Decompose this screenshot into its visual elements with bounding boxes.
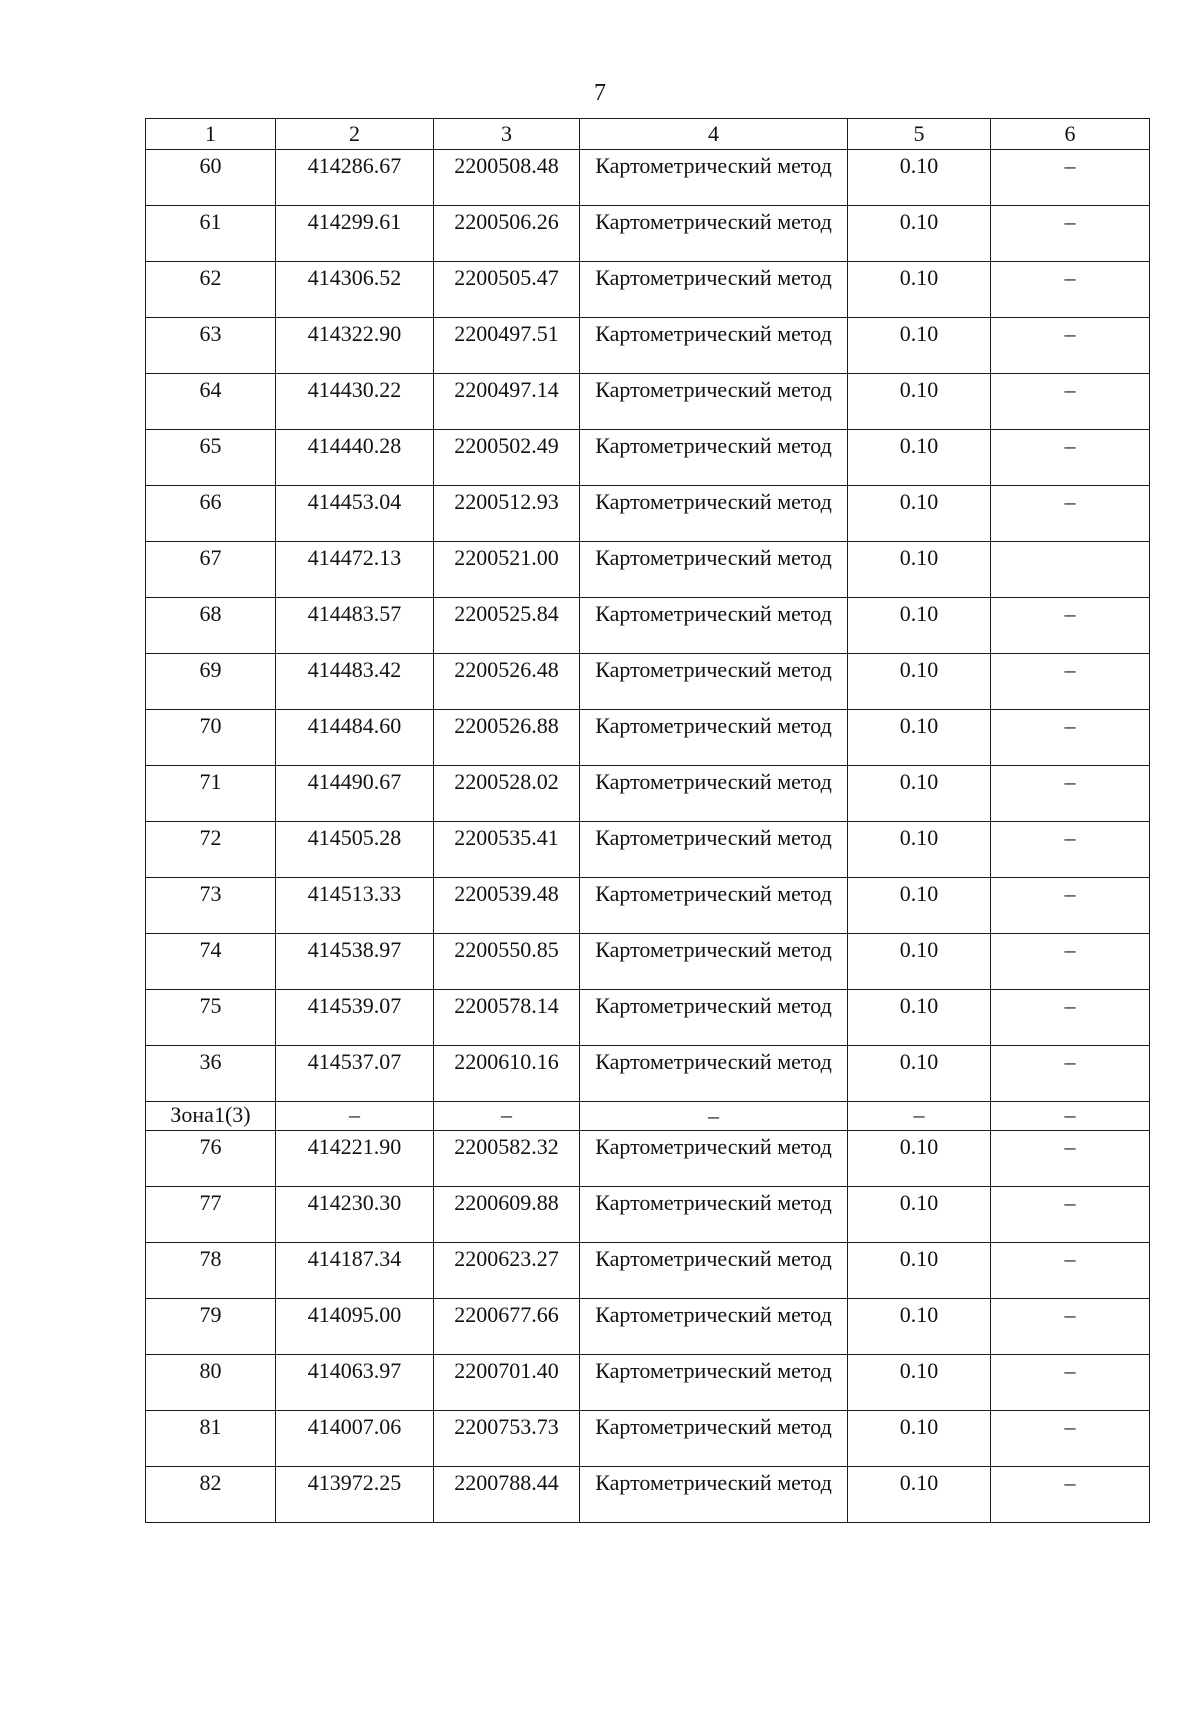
x-coordinate-cell: 414483.42	[276, 654, 434, 710]
method-cell	[580, 878, 848, 934]
y-coordinate-cell: 2200528.02	[434, 766, 580, 822]
accuracy-cell: 0.10	[848, 1187, 991, 1243]
table-row	[146, 318, 1150, 374]
note-cell: –	[991, 262, 1150, 318]
y-coordinate-cell: 2200539.48	[434, 878, 580, 934]
method-cell	[580, 262, 848, 318]
point-number-cell: 60	[146, 150, 276, 206]
x-coordinate-cell: 414538.97	[276, 934, 434, 990]
method-text: Картометрический метод	[595, 1358, 832, 1383]
x-coordinate-cell: 414063.97	[276, 1355, 434, 1411]
table-row	[146, 542, 1150, 598]
y-coordinate-cell: 2200497.51	[434, 318, 580, 374]
accuracy-cell: 0.10	[848, 318, 991, 374]
column-header: 5	[848, 119, 991, 150]
method-cell	[580, 654, 848, 710]
table-row	[146, 262, 1150, 318]
accuracy-cell: 0.10	[848, 206, 991, 262]
point-number-cell: 66	[146, 486, 276, 542]
method-cell	[580, 598, 848, 654]
method-cell	[580, 150, 848, 206]
point-number-cell: Зона1(3)	[146, 1102, 276, 1131]
accuracy-cell: 0.10	[848, 654, 991, 710]
table-row	[146, 1411, 1150, 1467]
coordinates-table-container	[145, 118, 1149, 1523]
note-cell: –	[991, 430, 1150, 486]
x-coordinate-cell: 414513.33	[276, 878, 434, 934]
note-cell: –	[991, 990, 1150, 1046]
table-row	[146, 1243, 1150, 1299]
table-row	[146, 710, 1150, 766]
note-cell: –	[991, 1243, 1150, 1299]
method-text: Картометрический метод	[595, 433, 832, 458]
point-number-cell: 78	[146, 1243, 276, 1299]
method-cell	[580, 318, 848, 374]
point-number-cell: 77	[146, 1187, 276, 1243]
y-coordinate-cell: 2200525.84	[434, 598, 580, 654]
table-row	[146, 374, 1150, 430]
note-cell: –	[991, 1467, 1150, 1523]
x-coordinate-cell: 414539.07	[276, 990, 434, 1046]
method-text: Картометрический метод	[595, 713, 832, 738]
x-coordinate-cell: 414299.61	[276, 206, 434, 262]
zone-row	[146, 1102, 1150, 1131]
method-cell	[580, 822, 848, 878]
x-coordinate-cell: 414286.67	[276, 150, 434, 206]
x-coordinate-cell: 414221.90	[276, 1131, 434, 1187]
y-coordinate-cell: 2200753.73	[434, 1411, 580, 1467]
y-coordinate-cell: 2200610.16	[434, 1046, 580, 1102]
y-coordinate-cell: 2200505.47	[434, 262, 580, 318]
table-row	[146, 150, 1150, 206]
note-cell	[991, 542, 1150, 598]
note-cell: –	[991, 878, 1150, 934]
x-coordinate-cell: 414007.06	[276, 1411, 434, 1467]
point-number-cell: 73	[146, 878, 276, 934]
method-cell	[580, 710, 848, 766]
y-coordinate-cell: 2200497.14	[434, 374, 580, 430]
point-number-cell: 65	[146, 430, 276, 486]
point-number-cell: 61	[146, 206, 276, 262]
column-header: 1	[146, 119, 276, 150]
table-row	[146, 1046, 1150, 1102]
method-cell	[580, 1467, 848, 1523]
method-text: Картометрический метод	[595, 1414, 832, 1439]
note-cell: –	[991, 318, 1150, 374]
method-text: Картометрический метод	[595, 825, 832, 850]
method-cell	[580, 374, 848, 430]
y-coordinate-cell: 2200512.93	[434, 486, 580, 542]
point-number-cell: 82	[146, 1467, 276, 1523]
method-text: Картометрический метод	[595, 321, 832, 346]
x-coordinate-cell: 414472.13	[276, 542, 434, 598]
method-text: Картометрический метод	[595, 1190, 832, 1215]
coordinates-table	[145, 118, 1150, 1523]
accuracy-cell: 0.10	[848, 878, 991, 934]
note-cell: –	[991, 934, 1150, 990]
method-text: Картометрический метод	[595, 209, 832, 234]
method-cell	[580, 1102, 848, 1131]
y-coordinate-cell: 2200506.26	[434, 206, 580, 262]
table-row	[146, 654, 1150, 710]
x-coordinate-cell: 414187.34	[276, 1243, 434, 1299]
note-cell: –	[991, 1046, 1150, 1102]
x-coordinate-cell: 414537.07	[276, 1046, 434, 1102]
accuracy-cell: 0.10	[848, 934, 991, 990]
table-row	[146, 1131, 1150, 1187]
y-coordinate-cell: 2200701.40	[434, 1355, 580, 1411]
method-cell	[580, 1411, 848, 1467]
y-coordinate-cell: 2200623.27	[434, 1243, 580, 1299]
method-cell	[580, 430, 848, 486]
accuracy-cell: 0.10	[848, 150, 991, 206]
point-number-cell: 69	[146, 654, 276, 710]
method-text: Картометрический метод	[595, 1049, 832, 1074]
note-cell: –	[991, 150, 1150, 206]
accuracy-cell: –	[848, 1102, 991, 1131]
column-header: 2	[276, 119, 434, 150]
y-coordinate-cell: 2200550.85	[434, 934, 580, 990]
note-cell: –	[991, 1355, 1150, 1411]
y-coordinate-cell: 2200526.48	[434, 654, 580, 710]
column-header: 4	[580, 119, 848, 150]
accuracy-cell: 0.10	[848, 1046, 991, 1102]
table-row	[146, 1187, 1150, 1243]
note-cell: –	[991, 710, 1150, 766]
x-coordinate-cell: 414505.28	[276, 822, 434, 878]
x-coordinate-cell: 414490.67	[276, 766, 434, 822]
method-text: Картометрический метод	[595, 489, 832, 514]
method-text: Картометрический метод	[595, 153, 832, 178]
method-text: Картометрический метод	[595, 657, 832, 682]
method-cell	[580, 206, 848, 262]
table-body	[146, 150, 1150, 1523]
method-text: Картометрический метод	[595, 1134, 832, 1159]
accuracy-cell: 0.10	[848, 1299, 991, 1355]
table-row	[146, 486, 1150, 542]
note-cell: –	[991, 598, 1150, 654]
y-coordinate-cell: 2200508.48	[434, 150, 580, 206]
y-coordinate-cell: 2200535.41	[434, 822, 580, 878]
note-cell: –	[991, 822, 1150, 878]
method-text: Картометрический метод	[595, 1246, 832, 1271]
method-cell	[580, 1046, 848, 1102]
y-coordinate-cell: 2200502.49	[434, 430, 580, 486]
point-number-cell: 75	[146, 990, 276, 1046]
accuracy-cell: 0.10	[848, 598, 991, 654]
method-cell	[580, 1187, 848, 1243]
accuracy-cell: 0.10	[848, 990, 991, 1046]
method-cell	[580, 1243, 848, 1299]
accuracy-cell: 0.10	[848, 1131, 991, 1187]
method-text: –	[708, 1103, 719, 1128]
method-cell	[580, 1355, 848, 1411]
page-number: 7	[594, 80, 606, 106]
method-text: Картометрический метод	[595, 1470, 832, 1495]
accuracy-cell: 0.10	[848, 1411, 991, 1467]
method-text: Картометрический метод	[595, 265, 832, 290]
accuracy-cell: 0.10	[848, 486, 991, 542]
point-number-cell: 63	[146, 318, 276, 374]
note-cell: –	[991, 206, 1150, 262]
point-number-cell: 81	[146, 1411, 276, 1467]
note-cell: –	[991, 1102, 1150, 1131]
y-coordinate-cell: 2200521.00	[434, 542, 580, 598]
method-text: Картометрический метод	[595, 769, 832, 794]
note-cell: –	[991, 1299, 1150, 1355]
point-number-cell: 76	[146, 1131, 276, 1187]
note-cell: –	[991, 1411, 1150, 1467]
column-header: 3	[434, 119, 580, 150]
x-coordinate-cell: 414230.30	[276, 1187, 434, 1243]
accuracy-cell: 0.10	[848, 374, 991, 430]
column-header: 6	[991, 119, 1150, 150]
x-coordinate-cell: 414483.57	[276, 598, 434, 654]
method-cell	[580, 934, 848, 990]
x-coordinate-cell: 414095.00	[276, 1299, 434, 1355]
method-cell	[580, 1299, 848, 1355]
x-coordinate-cell: 414306.52	[276, 262, 434, 318]
y-coordinate-cell: 2200788.44	[434, 1467, 580, 1523]
y-coordinate-cell: –	[434, 1102, 580, 1131]
method-text: Картометрический метод	[595, 545, 832, 570]
table-row	[146, 598, 1150, 654]
table-row	[146, 206, 1150, 262]
accuracy-cell: 0.10	[848, 1467, 991, 1523]
point-number-cell: 80	[146, 1355, 276, 1411]
accuracy-cell: 0.10	[848, 262, 991, 318]
method-text: Картометрический метод	[595, 881, 832, 906]
method-text: Картометрический метод	[595, 937, 832, 962]
x-coordinate-cell: –	[276, 1102, 434, 1131]
point-number-cell: 62	[146, 262, 276, 318]
y-coordinate-cell: 2200526.88	[434, 710, 580, 766]
method-text: Картометрический метод	[595, 377, 832, 402]
y-coordinate-cell: 2200582.32	[434, 1131, 580, 1187]
note-cell: –	[991, 654, 1150, 710]
note-cell: –	[991, 1187, 1150, 1243]
method-cell	[580, 486, 848, 542]
accuracy-cell: 0.10	[848, 542, 991, 598]
point-number-cell: 79	[146, 1299, 276, 1355]
note-cell: –	[991, 766, 1150, 822]
y-coordinate-cell: 2200609.88	[434, 1187, 580, 1243]
table-row	[146, 1355, 1150, 1411]
accuracy-cell: 0.10	[848, 822, 991, 878]
x-coordinate-cell: 414430.22	[276, 374, 434, 430]
note-cell: –	[991, 486, 1150, 542]
table-row	[146, 430, 1150, 486]
accuracy-cell: 0.10	[848, 430, 991, 486]
y-coordinate-cell: 2200677.66	[434, 1299, 580, 1355]
y-coordinate-cell: 2200578.14	[434, 990, 580, 1046]
method-cell	[580, 1131, 848, 1187]
method-cell	[580, 990, 848, 1046]
note-cell: –	[991, 1131, 1150, 1187]
point-number-cell: 74	[146, 934, 276, 990]
table-row	[146, 878, 1150, 934]
accuracy-cell: 0.10	[848, 710, 991, 766]
accuracy-cell: 0.10	[848, 1355, 991, 1411]
x-coordinate-cell: 413972.25	[276, 1467, 434, 1523]
x-coordinate-cell: 414440.28	[276, 430, 434, 486]
point-number-cell: 70	[146, 710, 276, 766]
point-number-cell: 72	[146, 822, 276, 878]
method-text: Картометрический метод	[595, 993, 832, 1018]
point-number-cell: 67	[146, 542, 276, 598]
table-row	[146, 990, 1150, 1046]
accuracy-cell: 0.10	[848, 766, 991, 822]
header-row	[146, 119, 1150, 150]
x-coordinate-cell: 414453.04	[276, 486, 434, 542]
table-row	[146, 934, 1150, 990]
point-number-cell: 71	[146, 766, 276, 822]
accuracy-cell: 0.10	[848, 1243, 991, 1299]
note-cell: –	[991, 374, 1150, 430]
table-row	[146, 822, 1150, 878]
table-row	[146, 766, 1150, 822]
x-coordinate-cell: 414322.90	[276, 318, 434, 374]
method-cell	[580, 766, 848, 822]
method-cell	[580, 542, 848, 598]
x-coordinate-cell: 414484.60	[276, 710, 434, 766]
table-row	[146, 1467, 1150, 1523]
point-number-cell: 64	[146, 374, 276, 430]
method-text: Картометрический метод	[595, 601, 832, 626]
method-text: Картометрический метод	[595, 1302, 832, 1327]
point-number-cell: 68	[146, 598, 276, 654]
table-row	[146, 1299, 1150, 1355]
point-number-cell: 36	[146, 1046, 276, 1102]
